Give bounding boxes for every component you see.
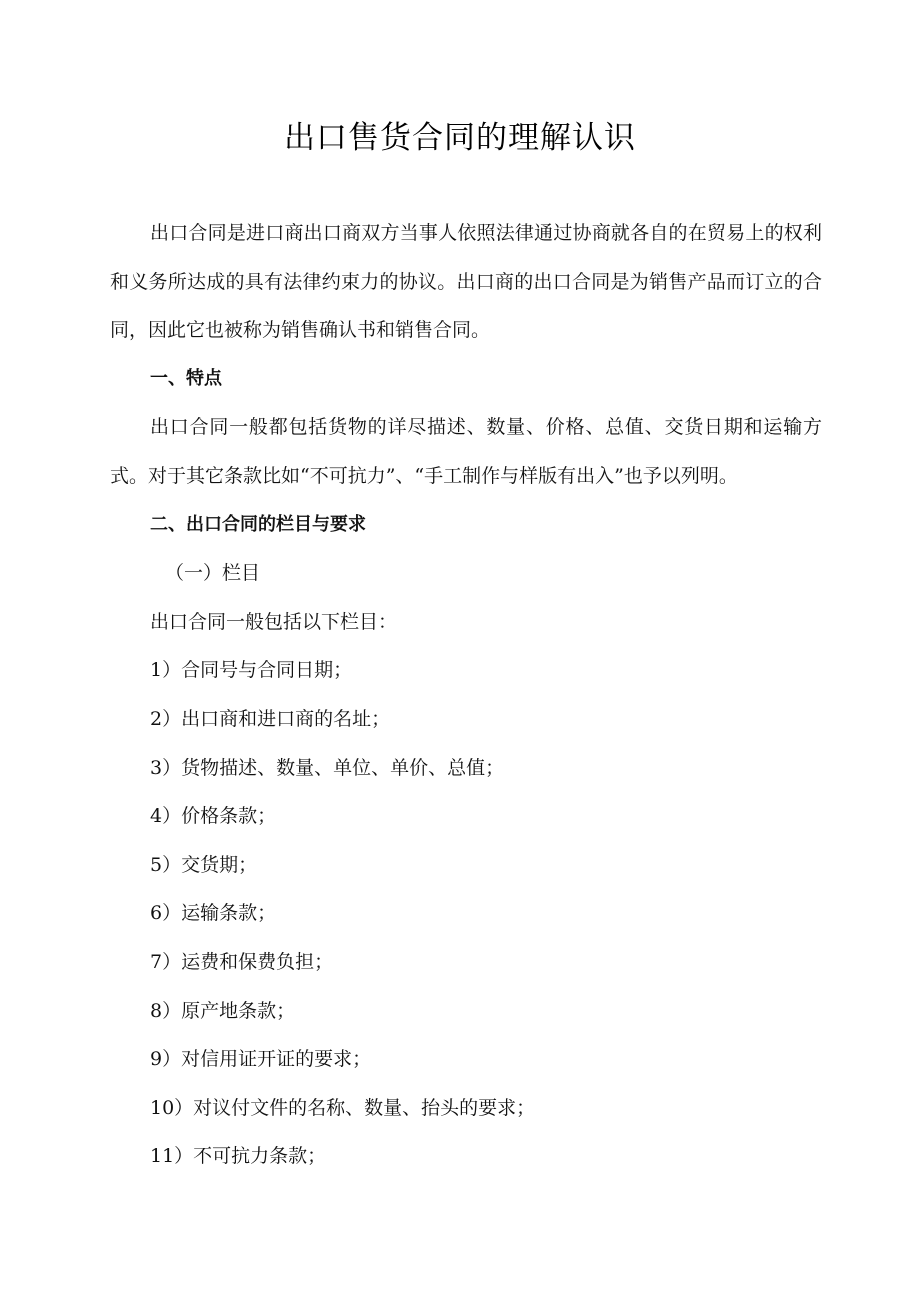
section-heading-columns: 二、出口合同的栏目与要求	[150, 513, 366, 535]
document-title: 出口售货合同的理解认识	[284, 120, 636, 156]
list-item: 2）出口商和进口商的名址；	[150, 707, 391, 730]
document-body	[110, 209, 822, 1181]
list-item: 9）对信用证开证的要求；	[150, 1048, 372, 1071]
list-item: 10）对议付文件的名称、数量、抬头的要求；	[150, 1096, 536, 1119]
list-item: 1）合同号与合同日期；	[150, 659, 353, 682]
list-item: 8）原产地条款；	[150, 999, 296, 1022]
list-item: 6）运输条款；	[150, 902, 277, 925]
features-paragraph: 出口合同一般都包括货物的详尽描述、数量、价格、总值、交货日期和运输方式。对于其它条款比如“不可抗力”、“手工制作与样版有出入”也予以列明。	[110, 416, 822, 487]
list-lead: 出口合同一般包括以下栏目：	[150, 610, 398, 633]
intro-paragraph: 出口合同是进口商出口商双方当事人依照法律通过协商就各自的在贸易上的权利和义务所达成的具有法律约束力的协议。出口商的出口合同是为销售产品而订立的合同，因此它也被称为销售确认书和销售合同。	[110, 222, 822, 342]
list-item: 11）不可抗力条款；	[150, 1145, 327, 1168]
list-item: 7）运费和保费负担；	[150, 950, 334, 973]
contract-columns-list	[110, 646, 822, 1181]
list-item: 4）价格条款；	[150, 805, 277, 828]
subsection-heading-columns: （一）栏目	[165, 562, 261, 585]
list-item: 3）货物描述、数量、单位、单价、总值；	[150, 756, 505, 779]
section-heading-features: 一、特点	[150, 367, 222, 389]
list-item: 5）交货期；	[150, 853, 258, 876]
